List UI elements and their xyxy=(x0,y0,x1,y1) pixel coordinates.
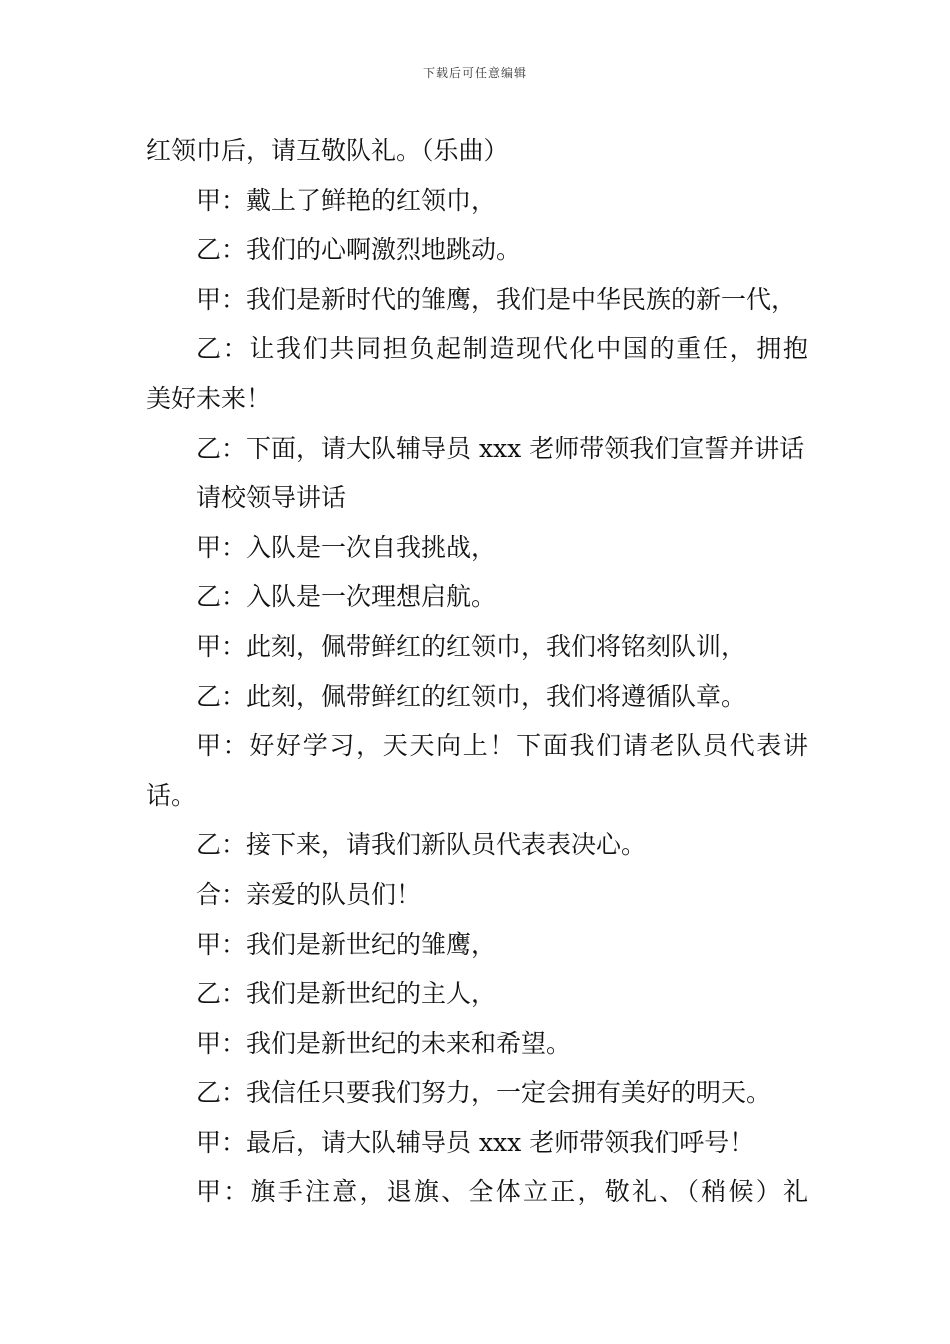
text-line: 甲：戴上了鲜艳的红领巾， xyxy=(196,185,497,215)
text-line: 甲：最后，请大队辅导员 xxx 老师带领我们呼号！ xyxy=(196,1127,755,1157)
text-line: 甲：我们是新世纪的雏鹰， xyxy=(196,929,497,959)
text-line: 合：亲爱的队员们！ xyxy=(196,879,422,909)
text-line: 甲：入队是一次自我挑战， xyxy=(196,532,497,562)
text-line: 甲：旗手注意，退旗、全体立正，敬礼、（稍候）礼 xyxy=(196,1177,808,1207)
page-header: 下载后可任意编辑 xyxy=(422,66,527,80)
text-line: 乙：下面，请大队辅导员 xxx 老师带领我们宣誓并讲话 xyxy=(196,433,805,463)
text-line: 美好未来！ xyxy=(146,383,272,413)
text-line: 乙：我信任只要我们努力，一定会拥有美好的明天。 xyxy=(196,1078,772,1108)
text-line: 乙：此刻，佩带鲜红的红领巾，我们将遵循队章。 xyxy=(196,681,747,711)
text-line: 乙：我们是新世纪的主人， xyxy=(196,979,497,1009)
text-line: 甲：好好学习，天天向上！下面我们请老队员代表讲 xyxy=(196,731,808,761)
text-line: 甲：我们是新世纪的未来和希望。 xyxy=(196,1028,572,1058)
text-line: 请校领导讲话 xyxy=(196,483,347,513)
text-line: 红领巾后，请互敬队礼。（乐曲） xyxy=(146,136,509,165)
text-line: 甲：此刻，佩带鲜红的红领巾，我们将铭刻队训， xyxy=(196,631,747,661)
text-line: 乙：接下来，请我们新队员代表表决心。 xyxy=(196,830,647,860)
text-line: 甲：我们是新时代的雏鹰，我们是中华民族的新一代， xyxy=(196,284,797,314)
text-line: 乙：入队是一次理想启航。 xyxy=(196,582,497,612)
text-line: 话。 xyxy=(146,780,197,810)
text-line: 乙：我们的心啊激烈地跳动。 xyxy=(196,235,522,265)
document-body xyxy=(146,126,808,1217)
text-line: 乙：让我们共同担负起制造现代化中国的重任，拥抱 xyxy=(196,334,808,364)
